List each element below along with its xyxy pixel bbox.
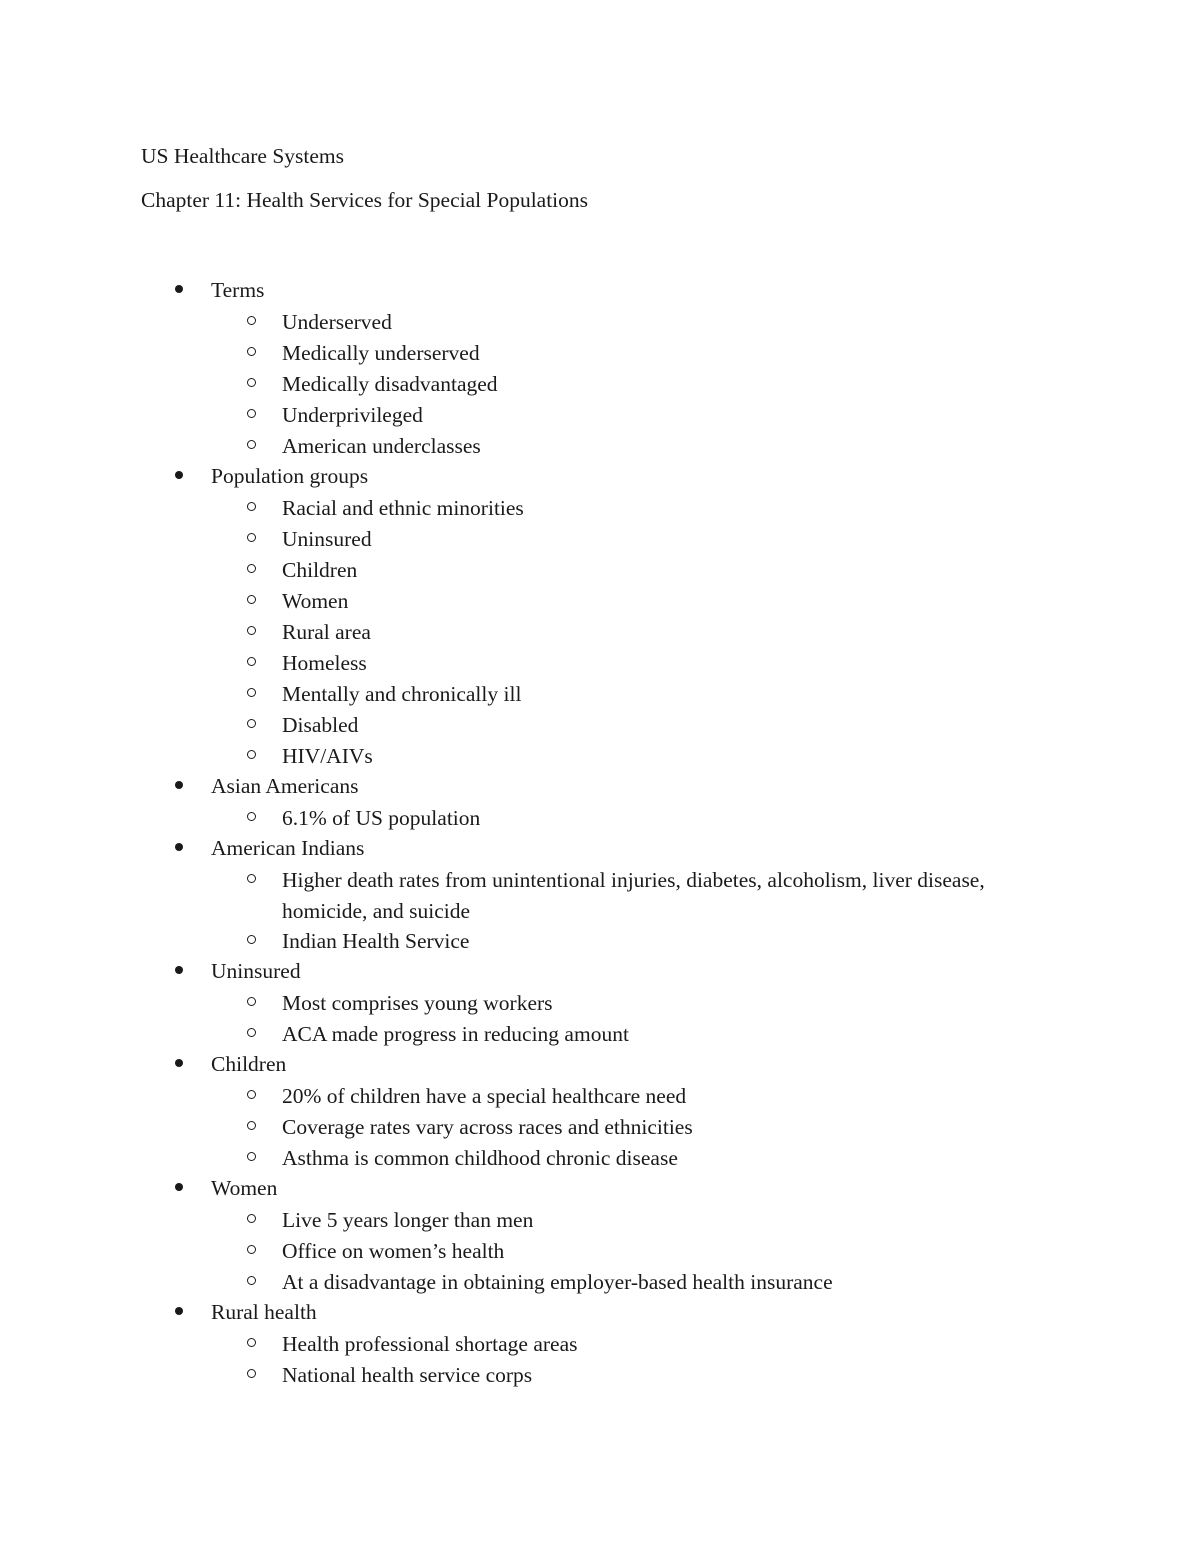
subtopic-text: Rural area xyxy=(282,620,371,644)
bullet-circle-icon xyxy=(247,1028,256,1037)
subtopic-text: 6.1% of US population xyxy=(282,806,481,830)
subtopic-item xyxy=(0,1112,1200,1143)
topic-row xyxy=(0,462,1200,493)
subtopic-text: National health service corps xyxy=(282,1363,533,1387)
bullet-circle-icon xyxy=(247,440,256,449)
subtopic-item xyxy=(0,679,1200,710)
subtopic-text: HIV/AIVs xyxy=(282,744,373,768)
subtopic-item xyxy=(0,431,1200,462)
outline-topic xyxy=(0,276,1200,462)
bullet-circle-icon xyxy=(247,626,256,635)
subtopic-item xyxy=(0,617,1200,648)
chapter-heading: Chapter 11: Health Services for Special Populations xyxy=(141,188,589,212)
bullet-circle-icon xyxy=(247,502,256,511)
subtopic-text: Asthma is common childhood chronic disease xyxy=(282,1146,678,1170)
subtopic-list xyxy=(0,865,1200,957)
bullet-circle-icon xyxy=(247,378,256,387)
subtopic-text: Medically disadvantaged xyxy=(282,372,498,396)
subtopic-item xyxy=(0,865,1200,926)
subtopic-list xyxy=(0,988,1200,1050)
subtopic-text: Health professional shortage areas xyxy=(282,1332,578,1356)
topic-outline xyxy=(0,276,1200,1391)
subtopic-item xyxy=(0,493,1200,524)
subtopic-item xyxy=(0,988,1200,1019)
subtopic-text: Underprivileged xyxy=(282,403,423,427)
topic-label: Asian Americans xyxy=(211,774,359,798)
subtopic-list xyxy=(0,493,1200,772)
subtopic-item xyxy=(0,524,1200,555)
topic-label: Uninsured xyxy=(211,959,301,983)
outline-topic xyxy=(0,957,1200,1050)
bullet-circle-icon xyxy=(247,1338,256,1347)
outline-topic xyxy=(0,834,1200,957)
topic-row xyxy=(0,957,1200,988)
outline-topic xyxy=(0,1050,1200,1174)
subtopic-item xyxy=(0,1019,1200,1050)
topic-label: Terms xyxy=(211,278,265,302)
bullet-circle-icon xyxy=(247,750,256,759)
subtopic-item xyxy=(0,741,1200,772)
bullet-circle-icon xyxy=(247,719,256,728)
topic-row xyxy=(0,772,1200,803)
bullet-disc-icon xyxy=(175,285,183,293)
subtopic-text: 20% of children have a special healthcare need xyxy=(282,1084,687,1108)
topic-label: Children xyxy=(211,1052,287,1076)
subtopic-item xyxy=(0,1236,1200,1267)
subtopic-item xyxy=(0,926,1200,957)
bullet-circle-icon xyxy=(247,812,256,821)
subtopic-item xyxy=(0,338,1200,369)
bullet-disc-icon xyxy=(175,1059,183,1067)
bullet-circle-icon xyxy=(247,874,256,883)
subtopic-list xyxy=(0,307,1200,462)
topic-row xyxy=(0,1050,1200,1081)
subtopic-text: Office on women’s health xyxy=(282,1239,505,1263)
bullet-circle-icon xyxy=(247,657,256,666)
subtopic-item xyxy=(0,1329,1200,1360)
subtopic-text: American underclasses xyxy=(282,434,481,458)
subtopic-text: Homeless xyxy=(282,651,367,675)
bullet-circle-icon xyxy=(247,316,256,325)
topic-label: Women xyxy=(211,1176,278,1200)
subtopic-list xyxy=(0,1081,1200,1174)
subtopic-text: Live 5 years longer than men xyxy=(282,1208,534,1232)
subtopic-item xyxy=(0,710,1200,741)
bullet-circle-icon xyxy=(247,409,256,418)
subtopic-text: Medically underserved xyxy=(282,341,480,365)
bullet-disc-icon xyxy=(175,1183,183,1191)
outline-topic xyxy=(0,772,1200,834)
subtopic-item xyxy=(0,1267,1200,1298)
subtopic-item xyxy=(0,1143,1200,1174)
subtopic-text: Indian Health Service xyxy=(282,929,470,953)
bullet-circle-icon xyxy=(247,1152,256,1161)
topic-row xyxy=(0,276,1200,307)
subtopic-item xyxy=(0,586,1200,617)
document-title: US Healthcare Systems xyxy=(141,144,345,168)
bullet-circle-icon xyxy=(247,1090,256,1099)
bullet-circle-icon xyxy=(247,347,256,356)
subtopic-text: Children xyxy=(282,558,358,582)
topic-row xyxy=(0,1174,1200,1205)
subtopic-item xyxy=(0,1081,1200,1112)
subtopic-list xyxy=(0,1205,1200,1298)
subtopic-text: Racial and ethnic minorities xyxy=(282,496,524,520)
bullet-circle-icon xyxy=(247,564,256,573)
topic-label: Rural health xyxy=(211,1300,317,1324)
topic-label: Population groups xyxy=(211,464,369,488)
subtopic-text: Mentally and chronically ill xyxy=(282,682,522,706)
subtopic-item xyxy=(0,369,1200,400)
bullet-circle-icon xyxy=(247,1121,256,1130)
bullet-disc-icon xyxy=(175,966,183,974)
subtopic-list xyxy=(0,1329,1200,1391)
subtopic-item xyxy=(0,648,1200,679)
subtopic-text: Uninsured xyxy=(282,527,372,551)
subtopic-item xyxy=(0,1205,1200,1236)
bullet-disc-icon xyxy=(175,781,183,789)
outline-topic xyxy=(0,1298,1200,1391)
subtopic-text: At a disadvantage in obtaining employer-based health insurance xyxy=(282,1270,833,1294)
topic-row xyxy=(0,1298,1200,1329)
outline-topic xyxy=(0,1174,1200,1298)
bullet-circle-icon xyxy=(247,935,256,944)
bullet-circle-icon xyxy=(247,1369,256,1378)
subtopic-text: Women xyxy=(282,589,349,613)
bullet-circle-icon xyxy=(247,997,256,1006)
subtopic-item xyxy=(0,400,1200,431)
outline-topic xyxy=(0,462,1200,772)
subtopic-text: Higher death rates from unintentional injuries, diabetes, alcoholism, liver disease, homicide, and suicide xyxy=(282,868,985,923)
subtopic-item xyxy=(0,555,1200,586)
bullet-circle-icon xyxy=(247,595,256,604)
bullet-circle-icon xyxy=(247,1245,256,1254)
bullet-disc-icon xyxy=(175,843,183,851)
subtopic-text: Most comprises young workers xyxy=(282,991,553,1015)
subtopic-text: Disabled xyxy=(282,713,359,737)
subtopic-text: Underserved xyxy=(282,310,392,334)
bullet-disc-icon xyxy=(175,1307,183,1315)
bullet-circle-icon xyxy=(247,688,256,697)
subtopic-text: Coverage rates vary across races and ethnicities xyxy=(282,1115,693,1139)
subtopic-text: ACA made progress in reducing amount xyxy=(282,1022,629,1046)
bullet-circle-icon xyxy=(247,1276,256,1285)
subtopic-item xyxy=(0,1360,1200,1391)
subtopic-list xyxy=(0,803,1200,834)
bullet-circle-icon xyxy=(247,533,256,542)
bullet-circle-icon xyxy=(247,1214,256,1223)
subtopic-item xyxy=(0,803,1200,834)
topic-label: American Indians xyxy=(211,836,365,860)
topic-row xyxy=(0,834,1200,865)
subtopic-item xyxy=(0,307,1200,338)
bullet-disc-icon xyxy=(175,471,183,479)
